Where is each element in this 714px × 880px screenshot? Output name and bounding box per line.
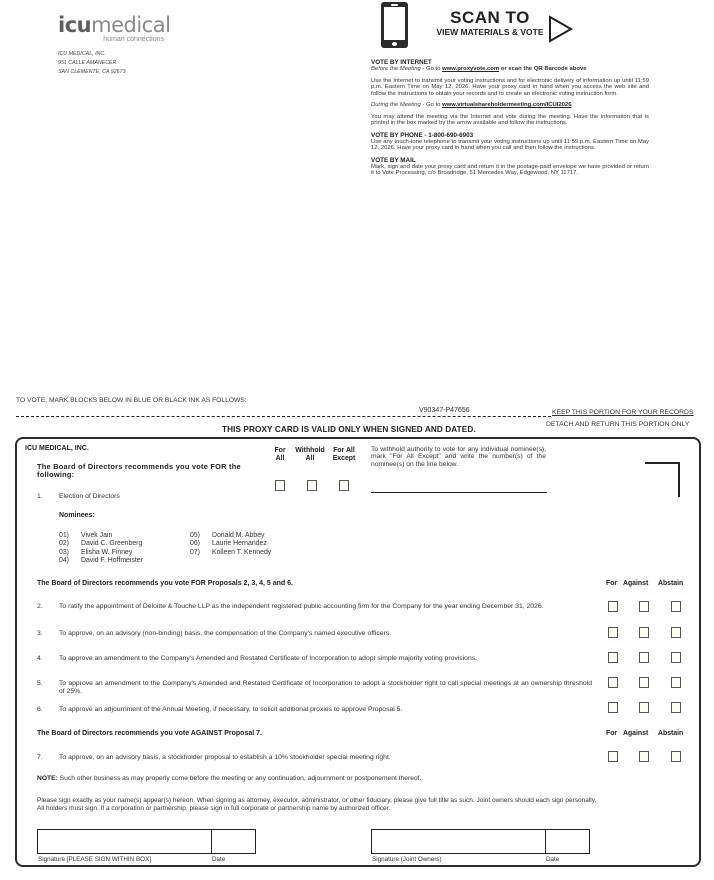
col-abstain: Abstain: [658, 580, 684, 587]
nominee-item: 07) Kolleen T. Kennedy: [190, 548, 272, 556]
smartphone-icon: [381, 2, 408, 48]
proposal-number: 7.: [37, 754, 43, 761]
signature-date-box[interactable]: [211, 829, 256, 854]
proposal-3-for-checkbox[interactable]: [608, 627, 618, 638]
control-number: V90347-P47656: [419, 407, 470, 414]
joint-signature-box[interactable]: [371, 829, 546, 854]
board-recommendation-for: The Board of Directors recommends you vote FOR the following:: [37, 462, 241, 480]
voting-instructions: [371, 59, 649, 177]
col-against: Against: [623, 730, 649, 737]
date-label: Date: [212, 856, 226, 863]
proposal-number: 5.: [37, 680, 43, 687]
nominee-item: 04) David F. Hoffmeister: [59, 557, 143, 565]
mark-blocks-note: TO VOTE, MARK BLOCKS BELOW IN BLUE OR BLACK INK AS FOLLOWS:: [16, 397, 247, 404]
col-against: Against: [623, 580, 649, 587]
proposal-5-against-checkbox[interactable]: [639, 677, 649, 688]
card-company-name: ICU MEDICAL, INC.: [25, 445, 89, 452]
joint-date-box[interactable]: [545, 829, 590, 854]
scan-to-vote-heading: [420, 9, 560, 37]
nominees-label: Nominees:: [59, 512, 95, 519]
nominee-list-right: [190, 532, 271, 557]
corner-marker: [645, 462, 680, 497]
joint-signature-label: Signature (Joint Owners): [372, 856, 442, 863]
election-of-directors: Election of Directors: [59, 493, 120, 500]
mail-body: Mark, sign and date your proxy card and return it in the postage-paid envelope we have provided or return it to Vote Processing, c/o Broadridge, 51 Mercedes Way, Edgewood, NY 11717.: [371, 163, 649, 176]
phone-body: Use any touch-tone telephone to transmit your voting instructions up until 11:59 p.m. Eastern Time on May 12, 2026. Have your proxy card in hand when you call and then follow the instructions.: [371, 138, 649, 151]
valid-notice: THIS PROXY CARD IS VALID ONLY WHEN SIGNED AND DATED.: [222, 425, 476, 434]
signature-label: Signature [PLEASE SIGN WITHIN BOX]: [38, 856, 152, 863]
logo-wordmark: icumedical: [58, 13, 171, 37]
vote-phone-heading: VOTE BY PHONE - 1-800-690-6903: [371, 131, 474, 139]
proxy-card: [15, 437, 701, 867]
col-withhold-all: Withhold All: [295, 447, 325, 462]
proposal-2-text: To ratify the appointment of Deloitte & Touche LLP as the independent registered public accounting firm for the Company for the year ending December 31, 2026.: [59, 603, 544, 610]
proposal-2-abstain-checkbox[interactable]: [671, 601, 681, 612]
proposal-5-for-checkbox[interactable]: [608, 677, 618, 688]
withhold-instruction: To withhold authority to vote for any individual nominee(s), mark "For All Except" and write the number(s) of the nominee(s) on the line below.: [371, 446, 546, 468]
before-suffix: or scan the QR Barcode above: [499, 66, 587, 72]
keep-portion-label: KEEP THIS PORTION FOR YOUR RECORDS: [552, 409, 694, 416]
nominee-item: 05) Donald M. Abbey: [190, 532, 265, 539]
note-text: Such other business as may properly come before the meeting or any continuation, adjournment or postponement thereof.: [57, 775, 422, 782]
scan-subtitle: VIEW MATERIALS & VOTE: [436, 27, 544, 37]
proposal-5-text: To approve an amendment to the Company's Amended and Restated Certificate of Incorporation to adopt a stockholder right to call special meetings at an ownership threshold of 25%.: [59, 680, 592, 695]
proposal-3-against-checkbox[interactable]: [639, 627, 649, 638]
withhold-all-checkbox[interactable]: [307, 480, 317, 491]
proposal-7-text: To approve, on an advisory basis, a stockholder proposal to establish a 10% stockholder special meeting right.: [59, 754, 391, 761]
during-body: You may attend the meeting via the Internet and vote during the meeting. Have the information that is printed in the box marked by the arrow available and follow the instructions.: [371, 113, 649, 126]
proposal-number: 4.: [37, 655, 43, 662]
during-prefix: - Go to: [420, 102, 443, 108]
address-line: ICU MEDICAL, INC.: [58, 51, 106, 57]
proposal-7-abstain-checkbox[interactable]: [671, 751, 681, 762]
proposal-4-text: To approve an amendment to the Company's Amended and Restated Certificate of Incorporation to adopt simple majority voting provisions.: [59, 655, 478, 662]
detach-portion-label: DETACH AND RETURN THIS PORTION ONLY: [546, 421, 690, 428]
nominee-list-left: [59, 532, 143, 566]
proposal-4-abstain-checkbox[interactable]: [671, 652, 681, 663]
col-for-all: For All: [274, 447, 286, 462]
proposal-6-text: To approve an adjournment of the Annual Meeting, if necessary, to solicit additional proxies to approve Proposal 5.: [59, 706, 403, 713]
proposal-6-for-checkbox[interactable]: [608, 702, 618, 713]
internet-body: Use the Internet to transmit your voting instructions and for electronic delivery of information up until 11:59 p.m. Eastern Time on May 12, 2026. Have your proxy card in hand when you access the web site and follow the instructions to obtain your records and to create an electronic voting instruction form.: [371, 77, 649, 97]
proposal-6-against-checkbox[interactable]: [639, 702, 649, 713]
nominee-item: 01) Vivek Jain: [59, 532, 113, 539]
note-label: NOTE:: [37, 775, 58, 782]
virtual-meeting-link[interactable]: www.virtualshareholdermeeting.com/ICUI2026: [442, 102, 572, 108]
note: [37, 775, 421, 783]
proposal-number: 6.: [37, 706, 43, 713]
proposal-number: 2.: [37, 603, 43, 610]
nominee-item: 06) Laurie Hernandez: [190, 540, 267, 548]
proposal-3-abstain-checkbox[interactable]: [671, 627, 681, 638]
proposal-number: 3.: [37, 630, 43, 637]
for-all-checkbox[interactable]: [275, 480, 285, 491]
col-for: For: [606, 730, 618, 737]
company-logo: [58, 13, 171, 43]
for-all-except-checkbox[interactable]: [339, 480, 349, 491]
vote-mail-heading: VOTE BY MAIL: [371, 156, 416, 164]
proposal-5-abstain-checkbox[interactable]: [671, 677, 681, 688]
logo-tagline: human connections: [103, 36, 164, 43]
proposal-4-against-checkbox[interactable]: [639, 652, 649, 663]
proposal-4-for-checkbox[interactable]: [608, 652, 618, 663]
during-label: During the Meeting: [371, 102, 421, 108]
play-arrow-icon: [548, 15, 574, 43]
nominee-item: 03) Elisha W. Finney: [59, 548, 133, 556]
col-abstain: Abstain: [658, 730, 684, 737]
board-recommendation-against: The Board of Directors recommends you vote AGAINST Proposal 7.: [37, 730, 262, 737]
proxyvote-link[interactable]: www.proxyvote.com: [442, 66, 500, 72]
before-prefix: - Go to: [420, 66, 443, 72]
item-number: 1.: [37, 493, 43, 500]
nominee-exception-line[interactable]: [371, 492, 547, 493]
detach-dashed-line: [16, 416, 551, 417]
nominee-item: 02) David C. Greenberg: [59, 540, 143, 548]
proposal-2-for-checkbox[interactable]: [608, 601, 618, 612]
vote-internet-heading: VOTE BY INTERNET: [371, 59, 432, 66]
signature-box[interactable]: [37, 829, 212, 854]
signing-instructions: Please sign exactly as your name(s) appear(s) hereon. When signing as attorney, executor, administrator, or other fiduciary, please give full title as such. Joint owners should each sign personally. All holders must sign. If a corporation or partnership, please sign in full corporate or partnership name by authorized officer.: [37, 797, 597, 812]
proposal-7-against-checkbox[interactable]: [639, 751, 649, 762]
col-for: For: [606, 580, 618, 587]
joint-date-label: Date: [546, 856, 560, 863]
proposal-7-for-checkbox[interactable]: [608, 751, 618, 762]
scan-title: SCAN TO: [450, 8, 530, 27]
proposal-6-abstain-checkbox[interactable]: [671, 702, 681, 713]
before-label: Before the Meeting: [371, 66, 421, 72]
address-line: SAN CLEMENTE, CA 92673: [58, 69, 126, 75]
company-address: [58, 50, 126, 77]
proposal-2-against-checkbox[interactable]: [639, 601, 649, 612]
proposal-3-text: To approve, on an advisory (non-binding) basis, the compensation of the Company's named executive officers.: [59, 630, 392, 637]
address-line: 951 CALLE AMANECER: [58, 60, 117, 66]
board-recommendation-proposals: The Board of Directors recommends you vote FOR Proposals 2, 3, 4, 5 and 6.: [37, 580, 293, 587]
col-for-all-except: For All Except: [332, 447, 356, 462]
